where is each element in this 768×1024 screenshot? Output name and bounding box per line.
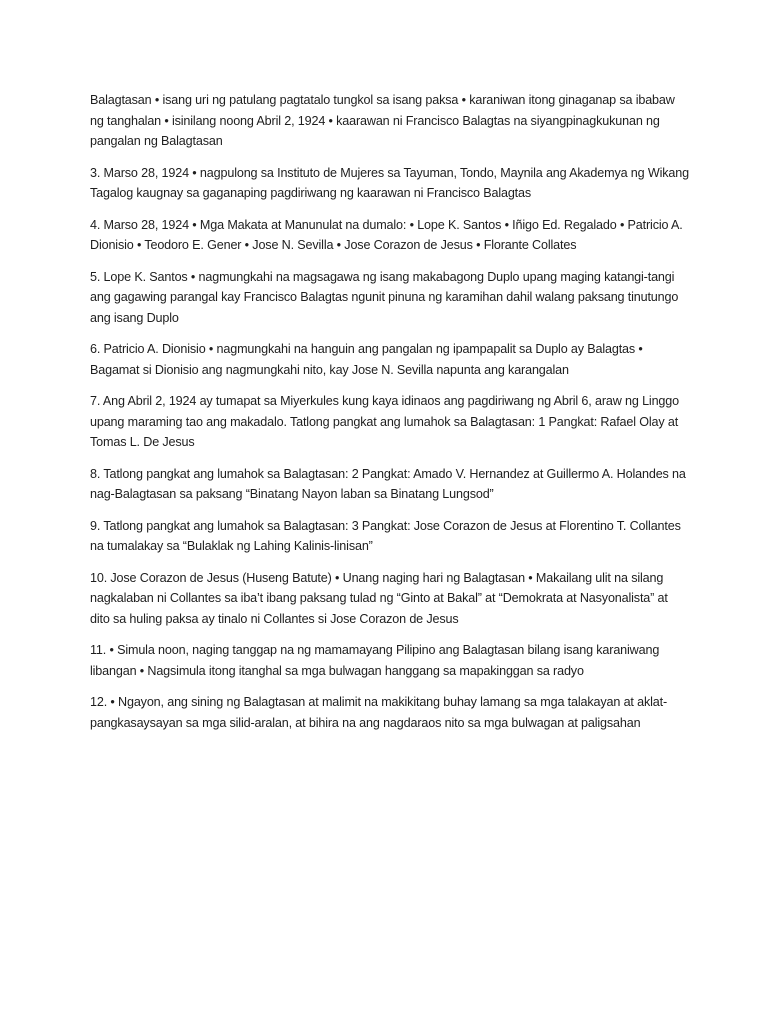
paragraph-8: 8. Tatlong pangkat ang lumahok sa Balagtasan: 2 Pangkat: Amado V. Hernandez at Guillermo A. Holandes na nag-Balagtasan sa paksang “Binatang Nayon laban sa Binatang Lungsod” xyxy=(90,466,686,501)
paragraph-4: 4. Marso 28, 1924 • Mga Makata at Manunulat na dumalo: • Lope K. Santos • Iñigo Ed. Regalado • Patricio A. Dionisio • Teodoro E. Gener • Jose N. Sevilla • Jose Corazon de Jesus • Florante Collates xyxy=(90,217,683,252)
document-body xyxy=(90,90,690,744)
paragraph-6: 6. Patricio A. Dionisio • nagmungkahi na hanguin ang pangalan ng ipampapalit sa Duplo ay Balagtas • Bagamat si Dionisio ang nagmungkahi nito, kay Jose N. Sevilla napunta ang karangalan xyxy=(90,342,643,377)
paragraph-7: 7. Ang Abril 2, 1924 ay tumapat sa Miyerkules kung kaya idinaos ang pagdiriwang ng Abril 6, araw ng Linggo upang maraming tao ang makadalo. Tatlong pangkat ang lumahok sa Balagtasan: 1 Pangkat: Rafael Olay at Tomas L. De Jesus xyxy=(90,394,679,449)
paragraph-10: 10. Jose Corazon de Jesus (Huseng Batute) • Unang naging hari ng Balagtasan • Makailang ulit na silang nagkalaban ni Collantes sa iba’t ibang paksang tulad ng “Ginto at Bakal” at “Demokrata at Nasyonalista” at dito sa huling paksa ay tinalo ni Collantes si Jose Corazon de Jesus xyxy=(90,570,668,626)
paragraph-11: 11. • Simula noon, naging tanggap na ng mamamayang Pilipino ang Balagtasan bilang isang karaniwang libangan • Nagsimula itong itanghal sa mga bulwagan hanggang sa mapakinggan sa radyo xyxy=(90,643,660,678)
paragraph-balagtasan-definition: Balagtasan • isang uri ng patulang pagtatalo tungkol sa isang paksa • karaniwan itong ginaganap sa ibabaw ng tanghalan • isinilang noong Abril 2, 1924 • kaarawan ni Francisco Balagtas na siyangpinagkukunan ng pangalan ng Balagtasan xyxy=(90,93,675,148)
paragraph-12: 12. • Ngayon, ang sining ng Balagtasan at malimit na makikitang buhay lamang sa mga talakayan at aklat-pangkasaysayan sa mga silid-aralan, at bihira na ang nagdaraos nito sa mga bulwagan at paligsahan xyxy=(90,695,668,730)
paragraph-3: 3. Marso 28, 1924 • nagpulong sa Instituto de Mujeres sa Tayuman, Tondo, Maynila ang Akademya ng Wikang Tagalog kaugnay sa gaganaping pagdiriwang ng kaarawan ni Francisco Balagtas xyxy=(90,165,689,200)
paragraph-9: 9. Tatlong pangkat ang lumahok sa Balagtasan: 3 Pangkat: Jose Corazon de Jesus at Florentino T. Collantes na tumalakay sa “Bulaklak ng Lahing Kalinis-linisan” xyxy=(90,518,681,553)
paragraph-5: 5. Lope K. Santos • nagmungkahi na magsagawa ng isang makabagong Duplo upang maging katangi-tangi ang gagawing parangal kay Francisco Balagtas ngunit pinuna ng karamihan dahil walang paksang tinutungo ang isang Duplo xyxy=(90,269,679,325)
